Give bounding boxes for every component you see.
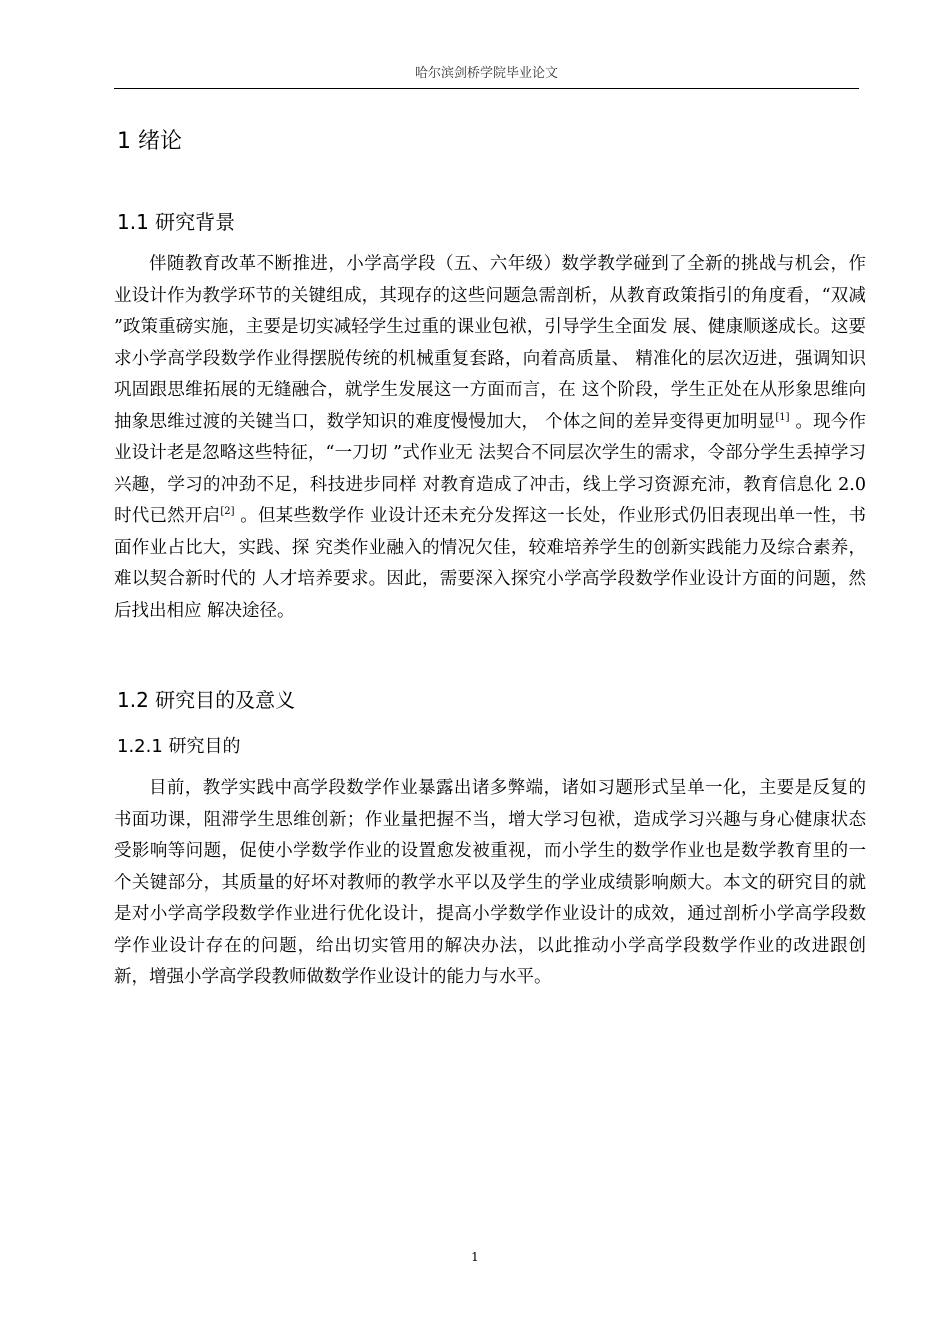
background-text-part-3: 。但某些数学作 业设计还未充分发挥这一长处，作业形式仍旧表现出单一性，书面作业占比大，实践、探 究类作业融入的情况欠佳，较难培养学生的创新实践能力及综合素养，难以契合新时代的 人才培养要求。因此，需要深入探究小学高学段数学作业设计方面的问题，然后找出相应 解决途径。 — [114, 506, 867, 621]
citation-1: [1] — [775, 411, 790, 423]
section-heading-1-2: 1.2 研究目的及意义 — [117, 688, 296, 712]
section-heading-1-1: 1.1 研究背景 — [117, 210, 236, 234]
purpose-paragraph: 目前，教学实践中高学段数学作业暴露出诸多弊端，诸如习题形式呈单一化，主要是反复的书面功课，阻滞学生思维创新；作业量把握不当，增大学习包袱，造成学习兴趣与身心健康状态受影响等问题，促使小学数学作业的设置愈发被重视，而小学生的数学作业也是数学教育里的一个关键部分，其质量的好坏对教师的教学水平以及学生的学业成绩影响颇大。本文的研究目的就是对小学高学段数学作业进行优化设计，提高小学数学作业设计的成效，通过剖析小学高学段数学作业设计存在的问题，给出切实管用的解决办法，以此推动小学高学段数学作业的改进跟创新，增强小学高学段教师做数学作业设计的能力与水平。 — [114, 778, 866, 987]
running-header: 哈尔滨剑桥学院毕业论文 — [414, 66, 558, 81]
chapter-title: 1 绪论 — [117, 129, 182, 154]
subsection-heading-1-2-1: 1.2.1 研究目的 — [117, 736, 241, 757]
page-number: 1 — [471, 1250, 479, 1264]
background-text-part-1: 伴随教育改革不断推进，小学高学段（五、六年级）数学教学碰到了全新的挑战与机会，作业设计作为教学环节的关键组成，其现存的这些问题急需剖析，从教育政策指引的角度看，“双减 ”政策重磅实施，主要是切实减轻学生过重的课业包袱，引导学生全面发 展、健康顺遂成长。这要求小学高学段数学作业得摆脱传统的机械重复套路，向着高质量、 精准化的层次迈进，强调知识巩固跟思维拓展的无缝融合，就学生发展这一方面而言，在 这个阶段，学生正处在从形象思维向抽象思维过渡的关键当口，数学知识的难度慢慢加大， 个体之间的差异变得更加明显 — [114, 254, 866, 432]
citation-2: [2] — [220, 506, 235, 518]
background-text-part-2: 。现今作业设计老是忽略这些特征，“一刀切 ”式作业无 法契合不同层次学生的需求，令部分学生丢掉学习兴趣，学习的冲劲不足，科技进步同样 对教育造成了冲击，线上学习资源充沛，教育信息化 2.0 时代已然开启 — [114, 411, 867, 526]
header-divider — [114, 88, 859, 89]
background-paragraph — [114, 249, 866, 627]
